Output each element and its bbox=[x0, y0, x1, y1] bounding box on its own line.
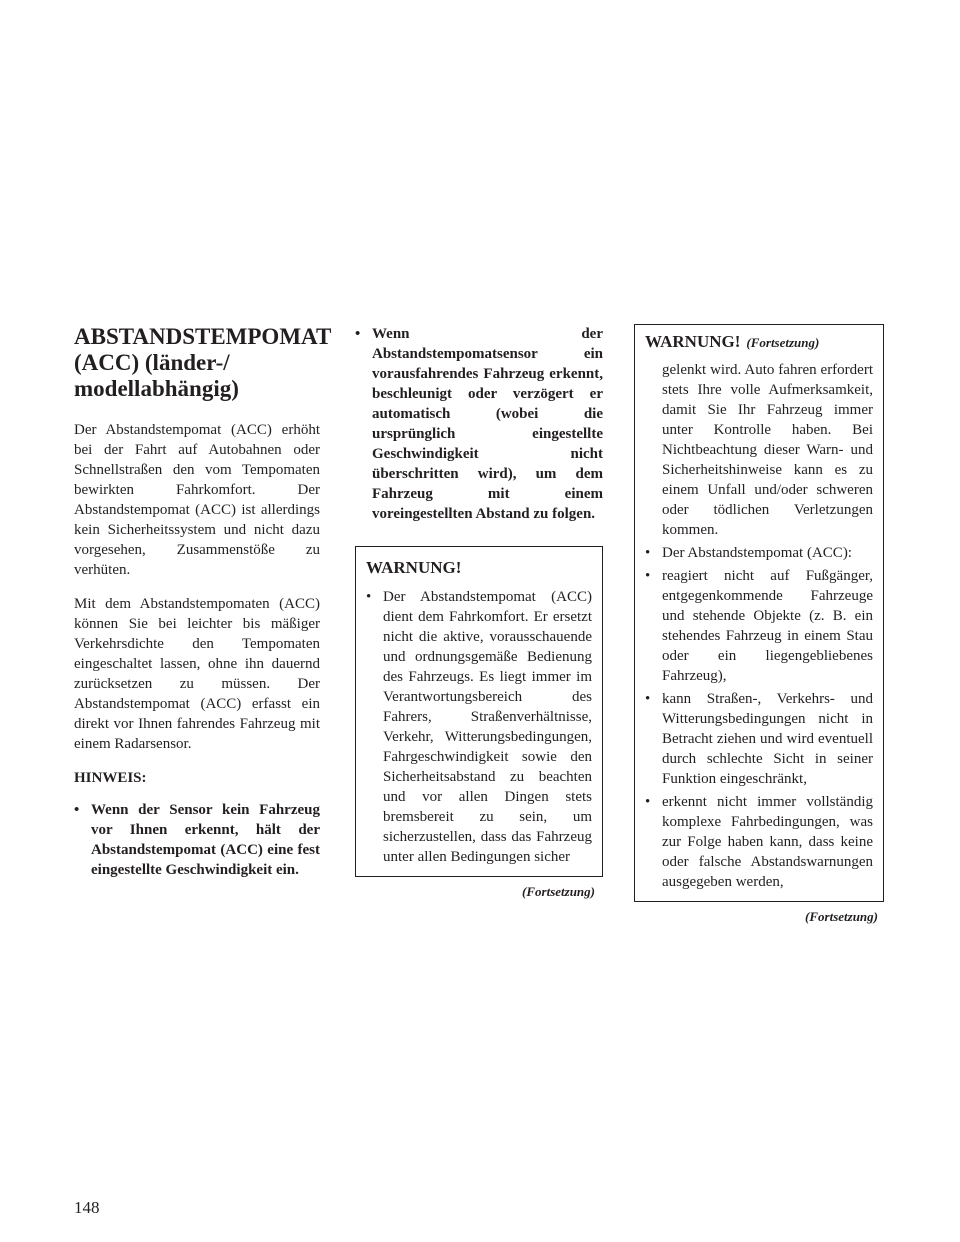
section-heading: ABSTANDSTEMPOMAT (ACC) (länder-/ modellabhängig) bbox=[74, 324, 332, 401]
list-item: • Der Abstandstempomat (ACC): bbox=[645, 545, 852, 561]
list-item: • reagiert nicht auf Fußgänger, entgegenkommende Fahrzeuge und stehende Objekte (z. B. ein stehendes Fahrzeug in einem Stau oder ein liegengebliebenes Fahrzeug), bbox=[645, 568, 873, 684]
warning-title: WARNUNG! bbox=[366, 558, 462, 577]
warning-list bbox=[366, 587, 592, 867]
column-middle bbox=[355, 324, 603, 900]
warning-continued-text: gelenkt wird. Auto fahren erfordert stets Ihre volle Aufmerksamkeit, damit Sie Ihr Fahrzeug immer unter Kontrolle haben. Bei Nichtbeachtung dieser Warn- und Sicherheitshinweise kann es zu einem Unfall und/oder schweren oder tödlichen Verletzungen kommen. bbox=[662, 362, 873, 538]
note-list-continued bbox=[355, 324, 603, 524]
note-list bbox=[74, 800, 320, 880]
note-label: HINWEIS: bbox=[74, 770, 147, 786]
warning-box-continued bbox=[634, 324, 884, 902]
list-item: • Der Abstandstempomat (ACC) dient dem Fahrkomfort. Er ersetzt nicht die aktive, vorausschauende und ordnungsgemäße Bedienung des Fahrzeugs. Es liegt immer im Verantwortungsbereich des Fahrers, Straßenverhältnisse, Verkehr, Witterungsbedingungen, Fahrgeschwindigkeit sowie den Sicherheitsabstand zu beachten und vor allen Dingen stets bremsbereit zu sein, um sicherzustellen, dass das Fahrzeug unter allen Bedingungen sicher bbox=[366, 589, 592, 865]
warning-list bbox=[645, 543, 873, 892]
warning-box bbox=[355, 546, 603, 877]
warning-title: WARNUNG! (Fortsetzung) bbox=[645, 332, 820, 351]
list-item: • erkennt nicht immer vollständig komplexe Fahrbedingungen, was zur Folge haben kann, dass keine oder falsche Abstandswarnungen ausgegeben werden, bbox=[645, 794, 873, 890]
usage-paragraph: Mit dem Abstandstempomaten (ACC) können Sie bei leichter bis mäßiger Verkehrsdichte den Tempomaten eingeschaltet lassen, ohne ihn dauernd zurücksetzen zu müssen. Der Abstandstempomat (ACC) erfasst ein direkt vor Ihnen fahrendes Fahrzeug mit einem Radarsensor. bbox=[74, 596, 320, 752]
continued-label: (Fortsetzung) bbox=[805, 909, 878, 924]
list-item: • Wenn der Sensor kein Fahrzeug vor Ihnen erkennt, hält der Abstandstempomat (ACC) eine fest eingestellte Geschwindigkeit ein. bbox=[74, 802, 320, 878]
list-item: • kann Straßen-, Verkehrs- und Witterungsbedingungen nicht in Betracht ziehen und wird eventuell durch schlechte Sicht in seiner Funktion eingeschränkt, bbox=[645, 691, 873, 787]
warning-continued-label: (Fortsetzung) bbox=[746, 335, 820, 350]
column-right bbox=[634, 324, 884, 925]
continued-label: (Fortsetzung) bbox=[522, 884, 595, 899]
page-number: 148 bbox=[74, 1198, 100, 1217]
list-item: • Wenn der Abstandstempomatsensor ein vorausfahrendes Fahrzeug erkennt, beschleunigt oder verzögert er automatisch (wobei die ursprünglich eingestellte Geschwindigkeit nicht überschritten wird), um dem Fahrzeug mit einem voreingestellten Abstand zu folgen. bbox=[355, 326, 603, 522]
intro-paragraph: Der Abstandstempomat (ACC) erhöht bei der Fahrt auf Autobahnen oder Schnellstraßen den vom Tempomaten bewirkten Fahrkomfort. Der Abstandstempomat (ACC) ist allerdings kein Sicherheitssystem und nicht dazu vorgesehen, Zusammenstöße zu verhüten. bbox=[74, 422, 320, 578]
column-left bbox=[74, 324, 332, 883]
